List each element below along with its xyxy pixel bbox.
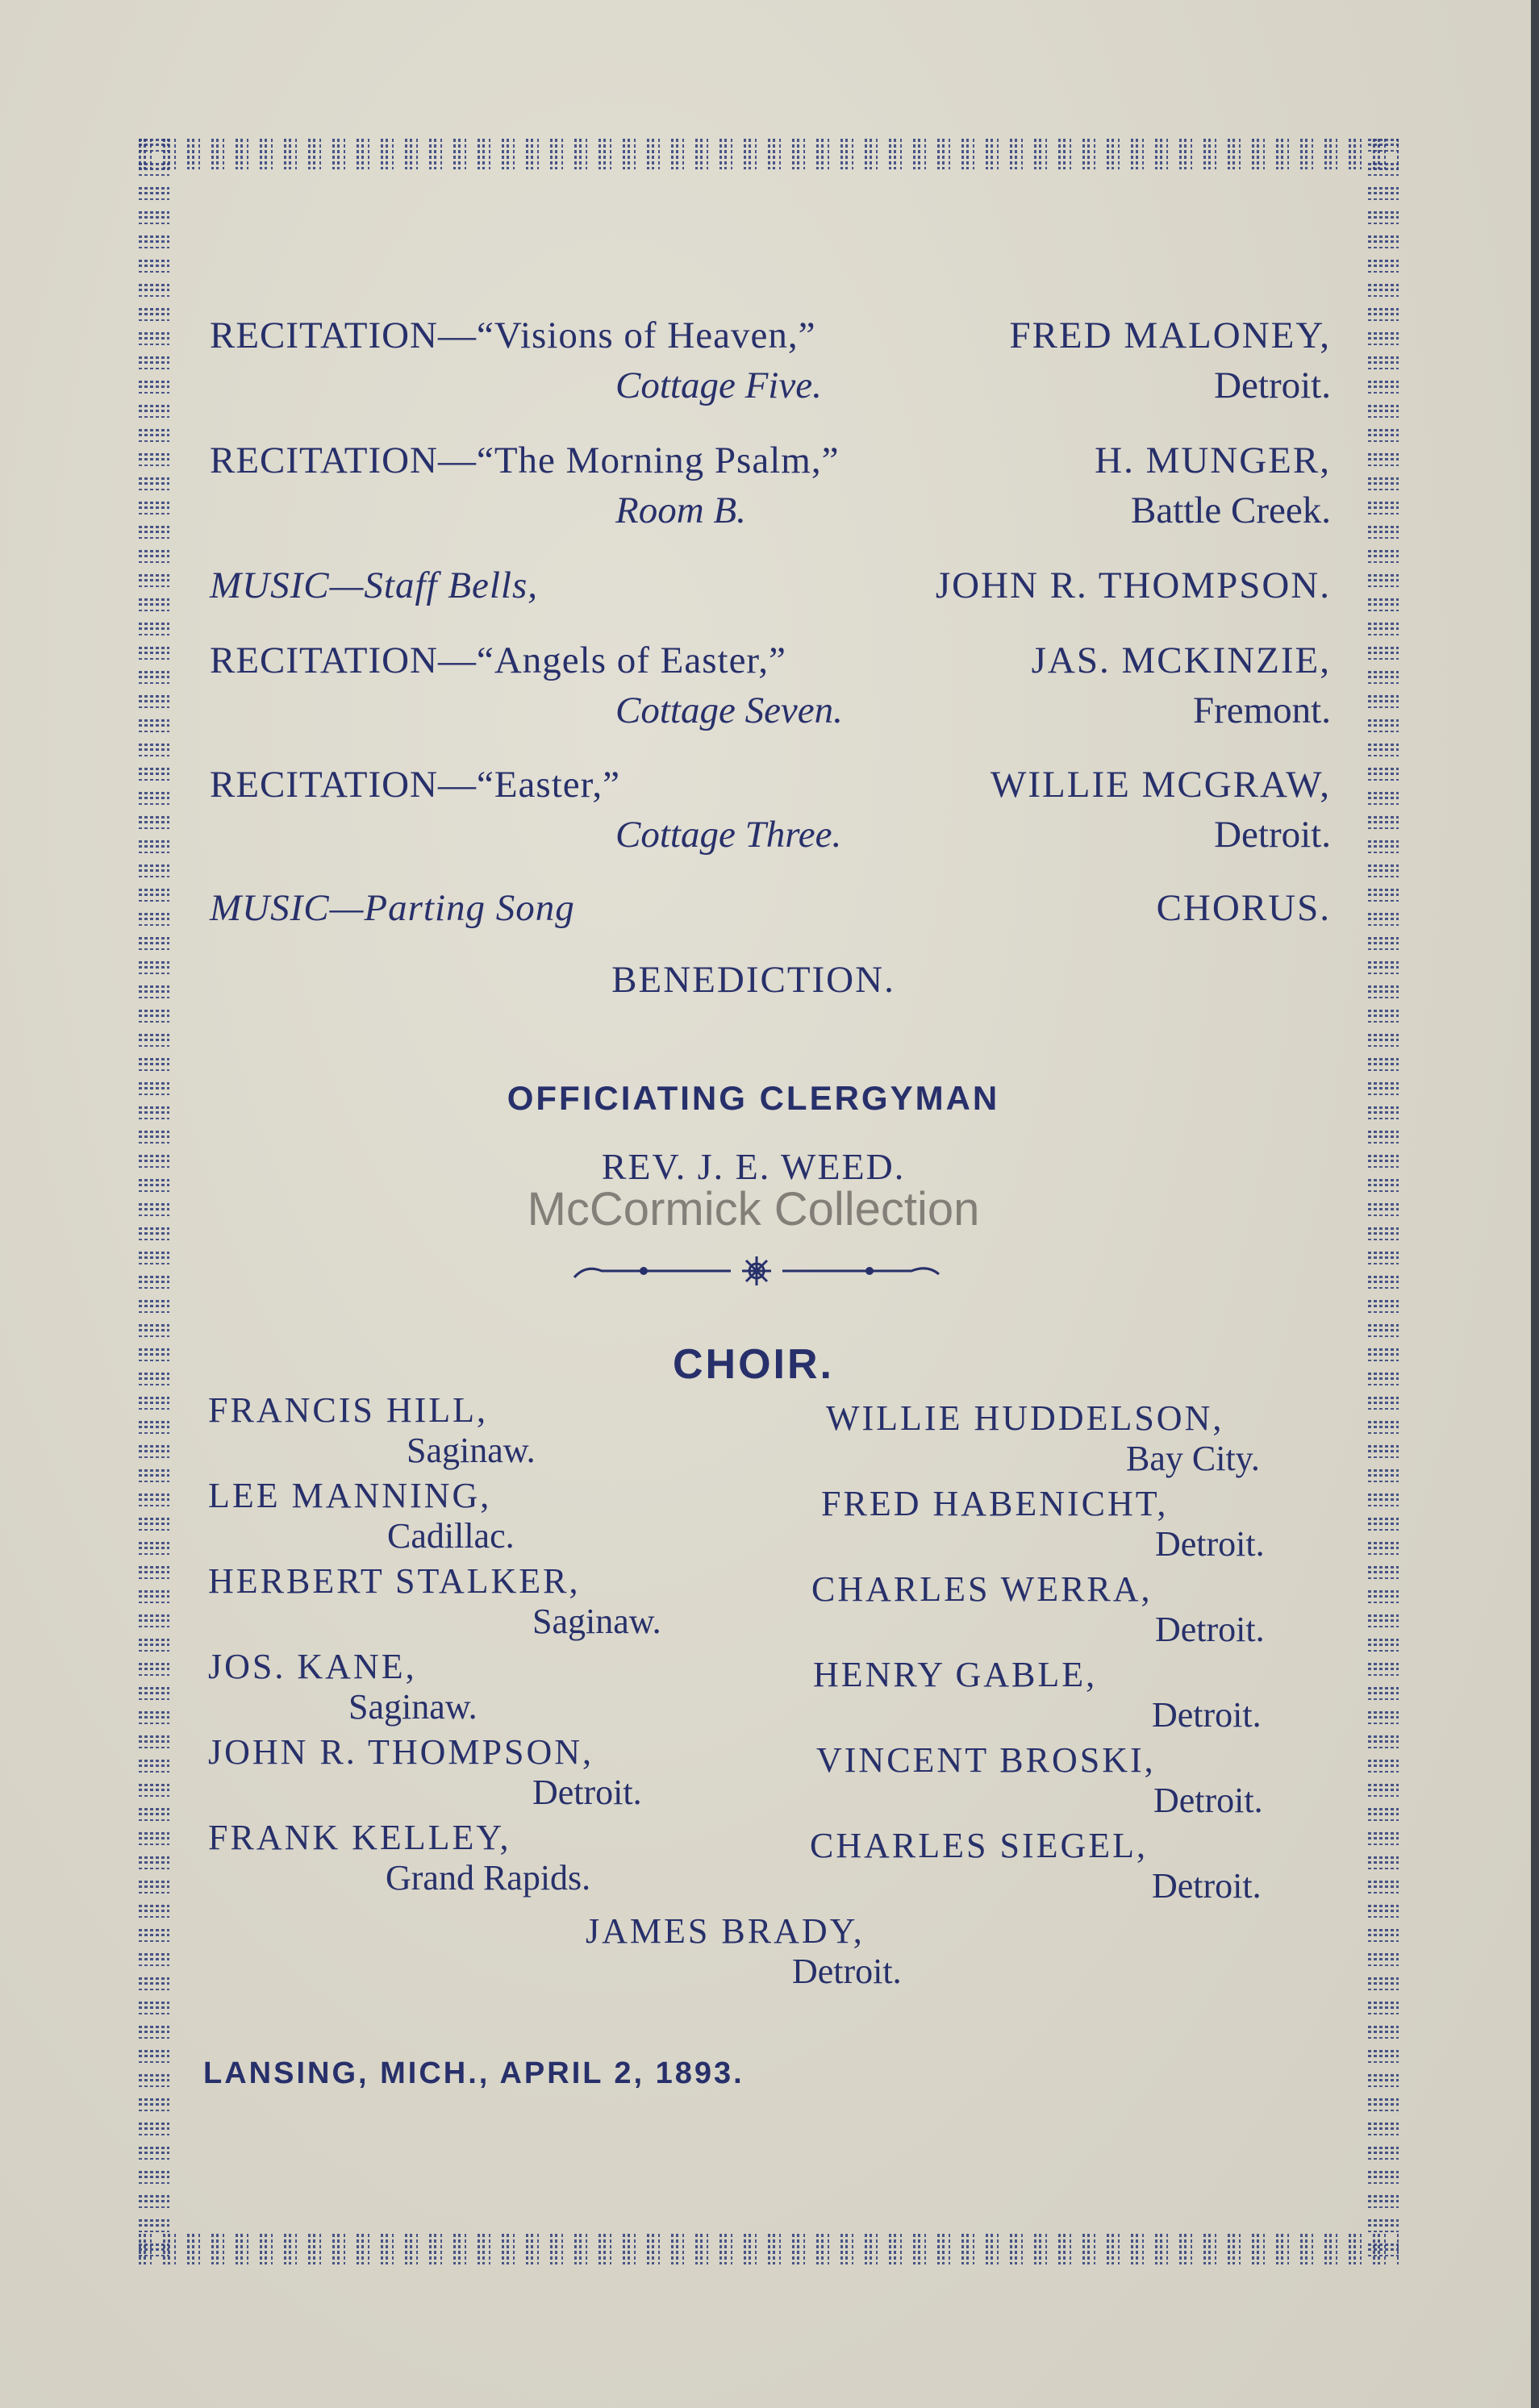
program-item-town: Detroit.	[1214, 814, 1331, 856]
choir-member-name: CHARLES WERRA,	[811, 1569, 1153, 1609]
program-item-title: MUSIC—Staff Bells,	[210, 565, 539, 606]
program-item	[210, 883, 1331, 933]
choir-member	[586, 1911, 902, 1992]
choir-member-town: Detroit.	[532, 1773, 642, 1812]
choir-member-town: Detroit.	[1153, 1781, 1263, 1820]
choir-member	[816, 1740, 1263, 1821]
choir-member-town: Saginaw.	[348, 1687, 478, 1727]
program-item-town: Fremont.	[1192, 689, 1331, 731]
program-item-town: Battle Creek.	[1131, 490, 1331, 531]
flourish-ornament	[569, 1250, 944, 1290]
border-bottom	[139, 2234, 1399, 2264]
program-item	[210, 635, 1331, 735]
choir-member-town: Detroit.	[792, 1952, 902, 1991]
program-item-title: RECITATION—“Angels of Easter,”	[210, 639, 786, 681]
choir-member-town: Grand Rapids.	[386, 1858, 591, 1898]
choir-member	[813, 1655, 1262, 1735]
program-item-subtitle: Cottage Three.	[615, 814, 842, 856]
officiating-heading: OFFICIATING CLERGYMAN	[507, 1079, 1000, 1117]
watermark: McCormick Collection	[527, 1183, 980, 1235]
choir-member	[208, 1476, 515, 1556]
choir-member-name: WILLIE HUDDELSON,	[826, 1398, 1224, 1438]
choir-member-name: JAMES BRADY,	[586, 1911, 865, 1951]
program-item	[210, 560, 1331, 610]
choir-member-name: JOS. KANE,	[208, 1647, 417, 1686]
choir-member-town: Cadillac.	[387, 1516, 515, 1556]
border-top	[139, 139, 1399, 169]
choir-member-name: CHARLES SIEGEL,	[810, 1826, 1148, 1865]
program-item-title: RECITATION—“The Morning Psalm,”	[210, 440, 840, 481]
program-item-performer: JAS. MCKINZIE,	[1031, 639, 1331, 681]
program-item-title: MUSIC—Parting Song	[210, 887, 575, 929]
choir-member-name: VINCENT BROSKI,	[816, 1740, 1156, 1780]
choir-member	[208, 1561, 661, 1642]
program-item-title: RECITATION—“Visions of Heaven,”	[210, 315, 816, 356]
benediction: BENEDICTION.	[611, 959, 895, 1001]
choir-member	[810, 1826, 1262, 1906]
choir-member-town: Detroit.	[1152, 1866, 1262, 1906]
program-item-subtitle: Cottage Seven.	[615, 689, 843, 731]
choir-member	[821, 1484, 1265, 1564]
choir-member-name: FRANCIS HILL,	[208, 1390, 489, 1430]
program-item	[210, 435, 1331, 535]
program-item-performer: WILLIE MCGRAW,	[991, 764, 1331, 806]
program-item-performer: CHORUS.	[1156, 887, 1331, 929]
program-item-title: RECITATION—“Easter,”	[210, 764, 621, 806]
choir-member-town: Detroit.	[1152, 1695, 1262, 1735]
choir-heading: CHOIR.	[673, 1341, 834, 1388]
choir-member-town: Bay City.	[1126, 1439, 1260, 1478]
program-item-subtitle: Cottage Five.	[615, 365, 822, 406]
program-item-performer: H. MUNGER,	[1095, 440, 1331, 481]
closing-location-date: LANSING, MICH., APRIL 2, 1893.	[203, 2056, 744, 2090]
program-item	[210, 310, 1331, 410]
program-item-subtitle: Room B.	[615, 490, 746, 531]
program-item-performer: JOHN R. THOMPSON.	[935, 565, 1331, 606]
choir-member	[208, 1390, 536, 1471]
choir-member-name: JOHN R. THOMPSON,	[208, 1732, 594, 1772]
choir-member-town: Detroit.	[1155, 1610, 1265, 1649]
choir-member	[811, 1569, 1265, 1650]
officiating-name: REV. J. E. WEED.	[601, 1146, 906, 1187]
choir-member	[208, 1732, 642, 1813]
choir-member-name: HENRY GABLE,	[813, 1655, 1098, 1694]
choir-member-town: Saginaw.	[532, 1602, 661, 1641]
choir-member-town: Saginaw.	[407, 1431, 536, 1470]
choir-member	[826, 1398, 1260, 1479]
program-item	[210, 760, 1331, 860]
choir-member-town: Detroit.	[1155, 1524, 1265, 1564]
choir-member	[208, 1647, 478, 1727]
choir-member-name: LEE MANNING,	[208, 1476, 492, 1515]
choir-member-name: HERBERT STALKER,	[208, 1561, 581, 1601]
program-item-town: Detroit.	[1214, 365, 1331, 406]
choir-member	[208, 1818, 590, 1898]
choir-member-name: FRED HABENICHT,	[821, 1484, 1169, 1523]
choir-member-name: FRANK KELLEY,	[208, 1818, 511, 1857]
program-item-performer: FRED MALONEY,	[1009, 315, 1331, 356]
